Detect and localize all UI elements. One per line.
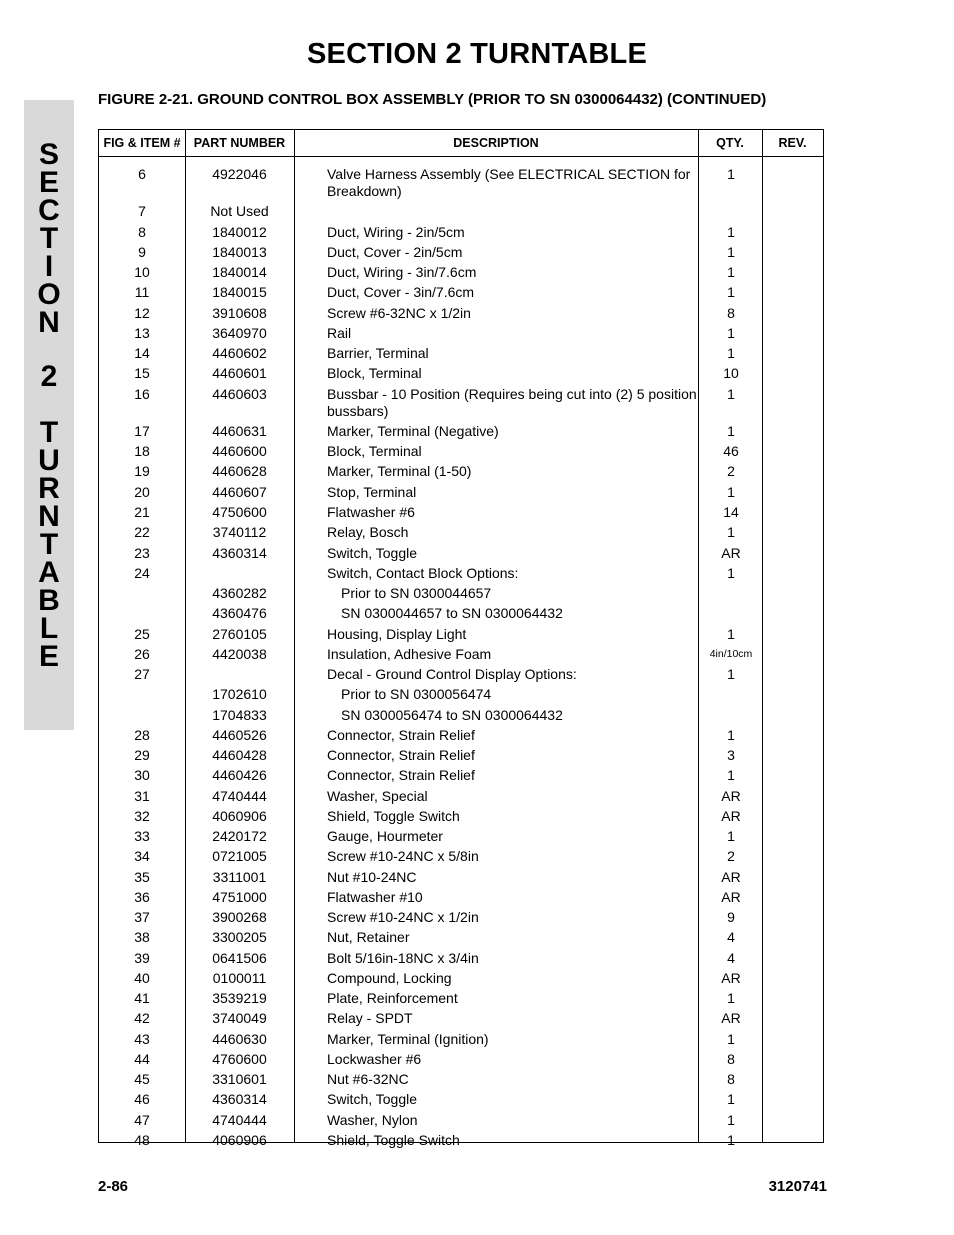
- part-number-cell: 4460607: [212, 484, 267, 500]
- item-number-cell: 37: [134, 909, 150, 925]
- side-tab-letter: E: [38, 640, 59, 673]
- description-cell: Prior to SN 0300056474: [341, 686, 492, 702]
- description-cell: Marker, Terminal (Negative): [327, 423, 499, 439]
- item-number-cell: 15: [134, 365, 150, 381]
- quantity-cell: 1: [727, 284, 735, 300]
- item-number-cell: 26: [134, 646, 150, 662]
- description-cell: Connector, Strain Relief: [327, 727, 475, 743]
- item-number-cell: 35: [134, 869, 150, 885]
- header-part-number: PART NUMBER: [193, 136, 286, 150]
- description-cell: Marker, Terminal (1-50): [327, 463, 472, 479]
- part-number-cell: 1840014: [212, 264, 267, 280]
- side-tab-letter: L: [39, 612, 59, 645]
- item-number-cell: 18: [134, 443, 150, 459]
- part-number-cell: 4420038: [212, 646, 267, 662]
- quantity-cell: 3: [727, 747, 735, 763]
- description-cell: Duct, Wiring - 3in/7.6cm: [327, 264, 477, 280]
- item-number-cell: 48: [134, 1132, 150, 1148]
- item-number-cell: 24: [134, 565, 150, 581]
- quantity-cell: 1: [727, 990, 735, 1006]
- quantity-cell: 1: [727, 1091, 735, 1107]
- side-tab-letter: N: [38, 500, 60, 533]
- description-cell: Lockwasher #6: [327, 1051, 422, 1067]
- description-cell: SN 0300044657 to SN 0300064432: [341, 605, 563, 621]
- description-cell: Nut, Retainer: [327, 929, 410, 945]
- table-header-row: [99, 130, 823, 157]
- description-cell: Relay, Bosch: [327, 524, 409, 540]
- side-tab-letter: R: [38, 472, 60, 505]
- part-number-cell: 4360314: [212, 545, 267, 561]
- quantity-cell: 1: [727, 1132, 735, 1148]
- quantity-cell: 1: [727, 727, 735, 743]
- part-number-cell: 4740444: [212, 788, 267, 804]
- quantity-cell: 1: [727, 1112, 735, 1128]
- part-number-cell: 2420172: [212, 828, 267, 844]
- description-cell: Housing, Display Light: [327, 626, 467, 642]
- item-number-cell: 46: [134, 1091, 150, 1107]
- item-number-cell: 38: [134, 929, 150, 945]
- quantity-cell: 1: [727, 264, 735, 280]
- part-number-cell: 4060906: [212, 1132, 267, 1148]
- description-cell: Marker, Terminal (Ignition): [327, 1031, 489, 1047]
- item-number-cell: 10: [134, 264, 150, 280]
- part-number-cell: 4922046: [212, 166, 267, 182]
- item-number-cell: 45: [134, 1071, 150, 1087]
- part-number-cell: 3910608: [212, 305, 267, 321]
- item-number-cell: 19: [134, 463, 150, 479]
- part-number-cell: 4460526: [212, 727, 267, 743]
- description-cell: Screw #10-24NC x 5/8in: [327, 848, 479, 864]
- description-cell: Relay - SPDT: [327, 1010, 413, 1026]
- part-number-cell: 4460426: [212, 767, 267, 783]
- part-number-cell: 4460603: [212, 386, 267, 402]
- quantity-cell: 2: [727, 463, 735, 479]
- side-tab-letter: T: [39, 222, 59, 255]
- quantity-cell: 4: [727, 929, 735, 945]
- part-number-cell: 3300205: [212, 929, 267, 945]
- side-tab-letter: T: [39, 416, 59, 449]
- quantity-cell: AR: [721, 788, 741, 804]
- section-title: SECTION 2 TURNTABLE: [307, 38, 647, 70]
- description-cell: Screw #10-24NC x 1/2in: [327, 909, 479, 925]
- quantity-cell: 2: [727, 848, 735, 864]
- side-tab-letter: E: [38, 166, 59, 199]
- description-cell: Gauge, Hourmeter: [327, 828, 443, 844]
- part-number-cell: 3311001: [212, 869, 267, 885]
- part-number-cell: 0721005: [212, 848, 267, 864]
- part-number-cell: 4460601: [212, 365, 267, 381]
- description-cell: Screw #6-32NC x 1/2in: [327, 305, 471, 321]
- item-number-cell: 42: [134, 1010, 150, 1026]
- quantity-cell: 14: [723, 504, 739, 520]
- part-number-cell: 1840015: [212, 284, 267, 300]
- item-number-cell: 16: [134, 386, 150, 402]
- quantity-cell: AR: [721, 545, 741, 561]
- item-number-cell: 36: [134, 889, 150, 905]
- quantity-cell: 1: [727, 565, 735, 581]
- item-number-cell: 41: [134, 990, 150, 1006]
- quantity-cell: 1: [727, 325, 735, 341]
- item-number-cell: 6: [138, 166, 146, 182]
- part-number-cell: 2760105: [212, 626, 267, 642]
- side-tab-letter: U: [38, 444, 60, 477]
- description-cell: Bolt 5/16in-18NC x 3/4in: [327, 950, 479, 966]
- item-number-cell: 22: [134, 524, 150, 540]
- quantity-cell: AR: [721, 808, 741, 824]
- item-number-cell: 30: [134, 767, 150, 783]
- description-cell: Prior to SN 0300044657: [341, 585, 492, 601]
- description-cell: Switch, Toggle: [327, 545, 418, 561]
- side-tab-letter: A: [38, 556, 60, 589]
- quantity-cell: 8: [727, 1051, 735, 1067]
- figure-title: FIGURE 2-21. GROUND CONTROL BOX ASSEMBLY (PRIOR TO SN 0300064432) (CONTINUED): [98, 91, 767, 108]
- part-number-cell: 1840012: [212, 224, 267, 240]
- item-number-cell: 7: [138, 203, 146, 219]
- quantity-cell: 1: [727, 666, 735, 682]
- header-description: DESCRIPTION: [453, 136, 539, 150]
- item-number-cell: 32: [134, 808, 150, 824]
- header-rev: REV.: [778, 136, 807, 150]
- item-number-cell: 8: [138, 224, 146, 240]
- description-cell: Block, Terminal: [327, 365, 422, 381]
- part-number-cell: 3900268: [212, 909, 267, 925]
- quantity-cell: 1: [727, 828, 735, 844]
- part-number-cell: 4460602: [212, 345, 267, 361]
- quantity-cell: 46: [723, 443, 739, 459]
- item-number-cell: 12: [134, 305, 150, 321]
- part-number-cell: 1704833: [212, 707, 267, 723]
- description-cell: Flatwasher #10: [327, 889, 423, 905]
- item-number-cell: 43: [134, 1031, 150, 1047]
- column-divider: [294, 130, 295, 1142]
- item-number-cell: 20: [134, 484, 150, 500]
- footer-page-number: 2-86: [98, 1178, 129, 1195]
- section-side-tab: [24, 100, 74, 730]
- item-number-cell: 9: [138, 244, 146, 260]
- part-number-cell: 3310601: [212, 1071, 267, 1087]
- description-cell: Valve Harness Assembly (See ELECTRICAL SECTION for Breakdown): [327, 166, 691, 199]
- part-number-cell: 1840013: [212, 244, 267, 260]
- quantity-cell: 1: [727, 244, 735, 260]
- description-cell: Duct, Cover - 3in/7.6cm: [327, 284, 475, 300]
- item-number-cell: 14: [134, 345, 150, 361]
- part-number-cell: 1702610: [212, 686, 267, 702]
- quantity-cell: 1: [727, 767, 735, 783]
- side-tab-letter: S: [38, 138, 59, 171]
- quantity-cell: 1: [727, 345, 735, 361]
- quantity-cell: 1: [727, 224, 735, 240]
- description-cell: Washer, Special: [327, 788, 428, 804]
- description-cell: Plate, Reinforcement: [327, 990, 458, 1006]
- item-number-cell: 31: [134, 788, 150, 804]
- description-cell: Nut #6-32NC: [327, 1071, 409, 1087]
- quantity-cell: 1: [727, 386, 735, 402]
- quantity-cell: 1: [727, 166, 735, 182]
- part-number-cell: 4360314: [212, 1091, 267, 1107]
- parts-table: [98, 129, 824, 1148]
- item-number-cell: 33: [134, 828, 150, 844]
- quantity-cell: 1: [727, 1031, 735, 1047]
- description-cell: Rail: [327, 325, 352, 341]
- part-number-cell: 4750600: [212, 504, 267, 520]
- part-number-cell: 4360282: [212, 585, 267, 601]
- part-number-cell: 3740112: [212, 524, 267, 540]
- item-number-cell: 11: [134, 284, 150, 300]
- description-cell: Insulation, Adhesive Foam: [327, 646, 492, 662]
- description-cell: Barrier, Terminal: [327, 345, 429, 361]
- quantity-cell: AR: [721, 970, 741, 986]
- part-number-cell: 3539219: [212, 990, 267, 1006]
- item-number-cell: 27: [134, 666, 150, 682]
- side-tab-letter: C: [38, 194, 60, 227]
- part-number-cell: 0100011: [212, 970, 267, 986]
- quantity-cell: 1: [727, 524, 735, 540]
- quantity-cell: AR: [721, 869, 741, 885]
- part-number-cell: 4460630: [212, 1031, 267, 1047]
- side-tab-letter: N: [38, 306, 60, 339]
- quantity-cell: AR: [721, 889, 741, 905]
- item-number-cell: 25: [134, 626, 150, 642]
- quantity-cell: 1: [727, 484, 735, 500]
- description-cell: Compound, Locking: [327, 970, 452, 986]
- part-number-cell: 4760600: [212, 1051, 267, 1067]
- item-number-cell: 47: [134, 1112, 150, 1128]
- description-cell: Washer, Nylon: [327, 1112, 418, 1128]
- item-number-cell: 13: [134, 325, 150, 341]
- quantity-cell: AR: [721, 1010, 741, 1026]
- description-cell: Switch, Toggle: [327, 1091, 418, 1107]
- item-number-cell: 44: [134, 1051, 150, 1067]
- description-cell: SN 0300056474 to SN 0300064432: [341, 707, 563, 723]
- description-cell: Duct, Wiring - 2in/5cm: [327, 224, 465, 240]
- quantity-cell: 1: [727, 423, 735, 439]
- part-number-cell: 0641506: [212, 950, 267, 966]
- quantity-cell: 1: [727, 626, 735, 642]
- description-cell: Bussbar - 10 Position (Requires being cut into (2) 5 position bussbars): [327, 386, 697, 419]
- quantity-cell: 8: [727, 1071, 735, 1087]
- side-tab-letter: B: [38, 584, 60, 617]
- description-cell: Connector, Strain Relief: [327, 747, 475, 763]
- item-number-cell: 17: [134, 423, 150, 439]
- description-cell: Block, Terminal: [327, 443, 422, 459]
- part-number-cell: 4460600: [212, 443, 267, 459]
- header-fig-item: FIG & ITEM #: [103, 136, 181, 150]
- part-number-cell: 4060906: [212, 808, 267, 824]
- item-number-cell: 34: [134, 848, 150, 864]
- side-tab-letter: I: [44, 250, 54, 283]
- description-cell: Decal - Ground Control Display Options:: [327, 666, 577, 682]
- part-number-cell: 4460428: [212, 747, 267, 763]
- part-number-cell: 3640970: [212, 325, 267, 341]
- quantity-cell: 8: [727, 305, 735, 321]
- item-number-cell: 39: [134, 950, 150, 966]
- quantity-cell: 9: [727, 909, 735, 925]
- description-cell: Connector, Strain Relief: [327, 767, 475, 783]
- quantity-cell: 4: [727, 950, 735, 966]
- side-tab-letter: 2: [40, 360, 58, 393]
- description-cell: Shield, Toggle Switch: [327, 808, 460, 824]
- item-number-cell: 29: [134, 747, 150, 763]
- description-cell: Nut #10-24NC: [327, 869, 417, 885]
- part-number-cell: 3740049: [212, 1010, 267, 1026]
- item-number-cell: 21: [134, 504, 150, 520]
- part-number-cell: 4460631: [212, 423, 267, 439]
- part-number-cell: 4751000: [212, 889, 267, 905]
- description-cell: Shield, Toggle Switch: [327, 1132, 460, 1148]
- description-cell: Stop, Terminal: [327, 484, 417, 500]
- quantity-cell: 4in/10cm: [709, 648, 753, 660]
- quantity-cell: 10: [723, 365, 739, 381]
- part-number-cell: Not Used: [210, 203, 269, 219]
- description-cell: Duct, Cover - 2in/5cm: [327, 244, 463, 260]
- part-number-cell: 4460628: [212, 463, 267, 479]
- description-cell: Switch, Contact Block Options:: [327, 565, 519, 581]
- header-qty: QTY.: [716, 136, 744, 150]
- part-number-cell: 4360476: [212, 605, 267, 621]
- description-cell: Flatwasher #6: [327, 504, 415, 520]
- side-tab-letter: T: [39, 528, 59, 561]
- footer-document-number: 3120741: [768, 1178, 827, 1195]
- item-number-cell: 28: [134, 727, 150, 743]
- side-tab-letter: O: [37, 278, 61, 311]
- item-number-cell: 23: [134, 545, 150, 561]
- part-number-cell: 4740444: [212, 1112, 267, 1128]
- item-number-cell: 40: [134, 970, 150, 986]
